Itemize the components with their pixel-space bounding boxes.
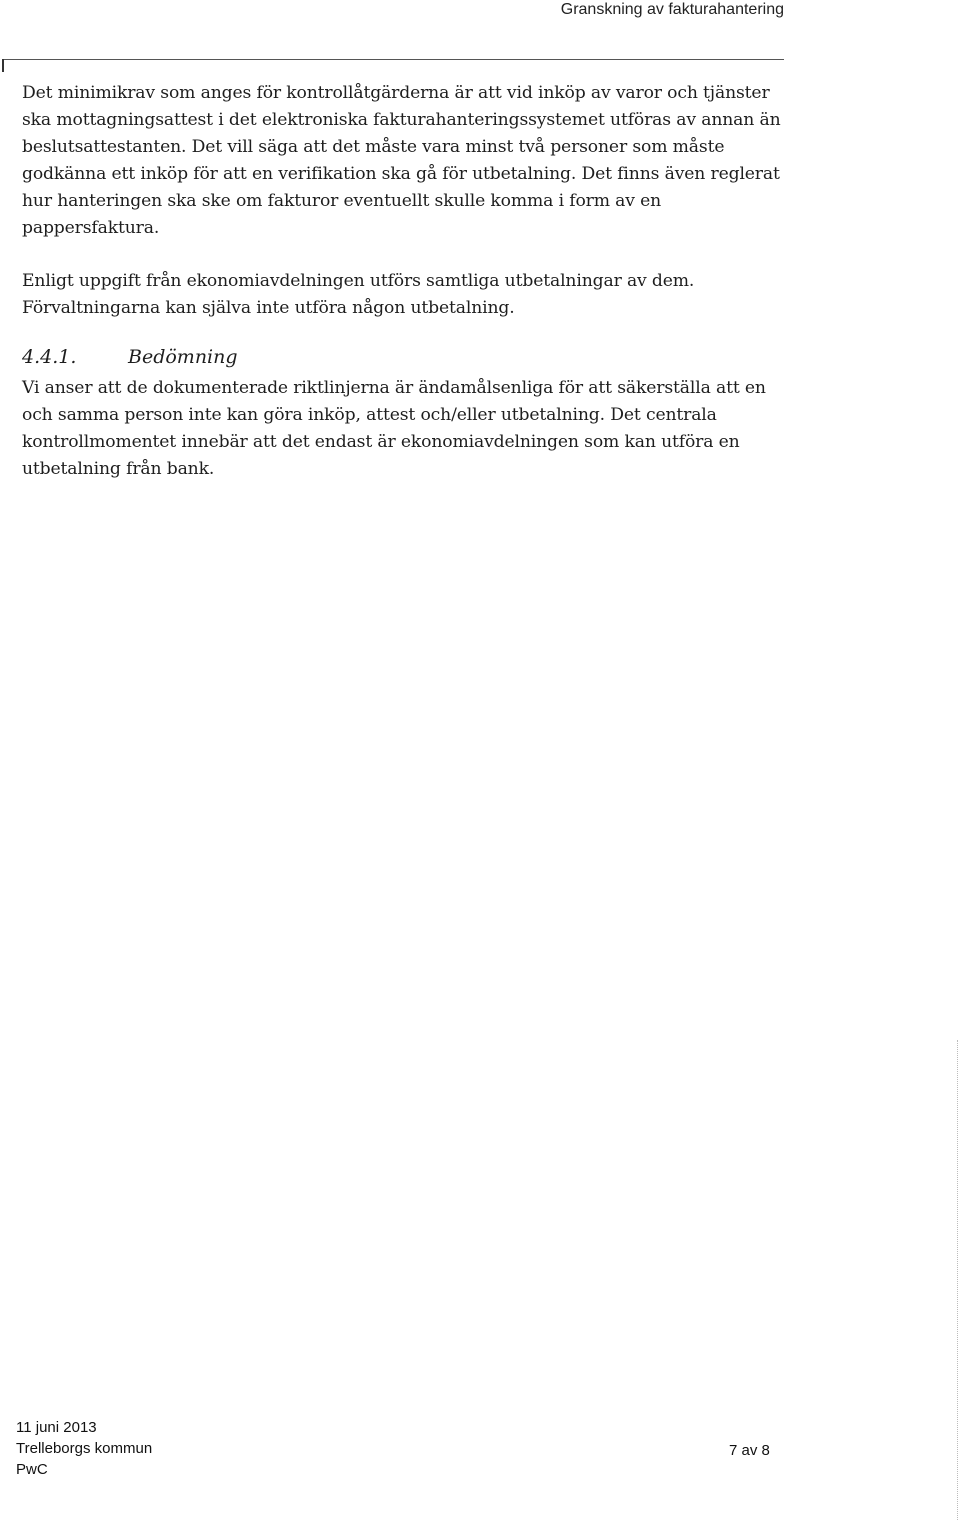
section-number: 4.4.1.	[22, 346, 77, 368]
page-footer	[16, 1417, 152, 1480]
page-header-title: Granskning av fakturahantering	[560, 1, 784, 18]
header-divider	[2, 59, 784, 60]
section-title: Bedömning	[128, 346, 238, 368]
scan-edge-line	[957, 1040, 958, 1520]
footer-company: PwC	[16, 1461, 48, 1478]
footer-page-number: 7 av 8	[729, 1442, 770, 1459]
footer-date: 11 juni 2013	[16, 1419, 97, 1436]
footer-organization: Trelleborgs kommun	[16, 1440, 153, 1457]
header-divider-tick	[2, 59, 4, 72]
body-paragraph-2: Enligt uppgift från ekonomiavdelningen utförs samtliga utbetalningar av dem. Förvaltningarna kan själva inte utföra någon utbetalning.	[22, 271, 695, 318]
body-paragraph-3: Vi anser att de dokumenterade riktlinjerna är ändamålsenliga för att säkerställa att en och samma person inte kan göra inköp, attest och/eller utbetalning. Det centrala kontrollmomentet innebär att det endast är ekonomiavdelningen som kan utföra en utbetalning från bank.	[22, 378, 766, 479]
body-paragraph-1: Det minimikrav som anges för kontrollåtgärderna är att vid inköp av varor och tjänster ska mottagningsattest i det elektroniska fakturahanteringssystemet utföras av annan än beslutsattestanten. Det vill säga att det måste vara minst två personer som måste godkänna ett inköp för att en verifikation ska gå för utbetalning. Det finns även reglerat hur hanteringen ska ske om fakturor eventuellt skulle komma i form av en pappersfaktura.	[22, 83, 781, 238]
section-heading	[22, 343, 238, 371]
